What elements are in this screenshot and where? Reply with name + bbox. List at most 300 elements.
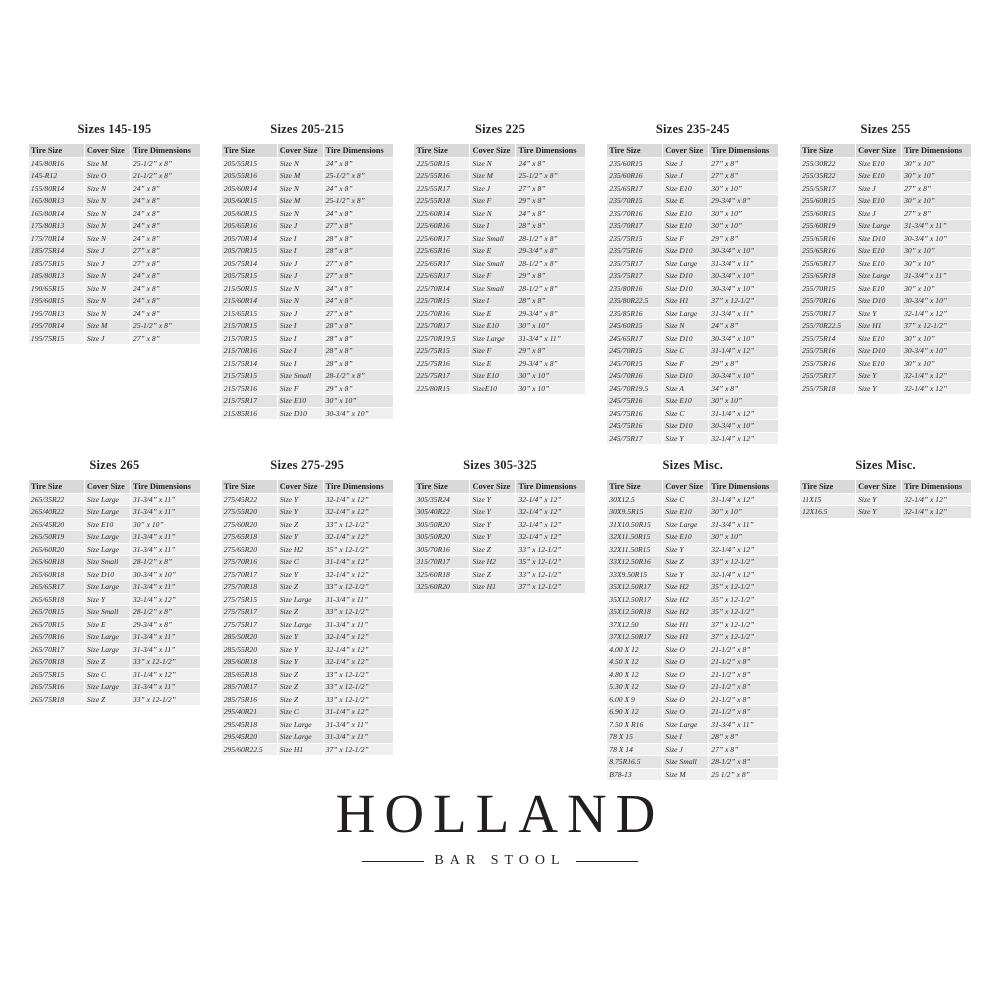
- table-row: [414, 232, 586, 244]
- cell-tire-dimensions: 29” x 8”: [323, 382, 393, 394]
- table-row: [221, 195, 393, 207]
- cell-cover-size: Size D10: [856, 345, 902, 357]
- cell-cover-size: Size N: [470, 158, 516, 170]
- cell-cover-size: Size Y: [277, 656, 323, 668]
- table-row: [28, 320, 200, 332]
- cell-cover-size: Size D10: [663, 420, 709, 432]
- cell-tire-dimensions: 32-1/4” x 12”: [323, 643, 393, 655]
- cell-cover-size: Size H1: [663, 631, 709, 643]
- cell-tire-size: 195/75R15: [28, 332, 84, 344]
- table-row: [414, 332, 586, 344]
- table-row: [221, 370, 393, 382]
- cell-tire-size: 215/85R16: [221, 407, 277, 419]
- table-row: [221, 345, 393, 357]
- cell-tire-dimensions: 31-3/4” x 11”: [130, 643, 200, 655]
- table-row: [607, 668, 779, 680]
- cell-tire-size: 215/75R14: [221, 357, 277, 369]
- cell-tire-size: 295/60R22.5: [221, 743, 277, 755]
- table-row: [607, 494, 779, 506]
- cell-cover-size: Size E: [470, 307, 516, 319]
- cell-tire-dimensions: 37” x 12-1/2”: [709, 295, 779, 307]
- table-row: [607, 506, 779, 518]
- table-row: [607, 170, 779, 182]
- cell-tire-dimensions: 31-3/4” x 11”: [323, 731, 393, 743]
- cell-tire-dimensions: 28-1/2” x 8”: [323, 370, 393, 382]
- cell-cover-size: Size N: [84, 232, 130, 244]
- cell-tire-size: 225/60R14: [414, 207, 470, 219]
- table-row: [800, 357, 972, 369]
- table-row: [607, 270, 779, 282]
- cell-cover-size: Size D10: [277, 407, 323, 419]
- table-row: [607, 531, 779, 543]
- cell-tire-size: 185/75R15: [28, 257, 84, 269]
- table-row: [607, 706, 779, 718]
- cell-tire-dimensions: 24” x 8”: [130, 282, 200, 294]
- cell-cover-size: Size E10: [856, 332, 902, 344]
- cell-tire-dimensions: 31-3/4” x 11”: [902, 270, 972, 282]
- cell-cover-size: Size F: [277, 382, 323, 394]
- table-header-row: [414, 144, 586, 158]
- cell-tire-size: 37X12.50: [607, 618, 663, 630]
- cell-tire-size: 245/70R15: [607, 345, 663, 357]
- cell-cover-size: Size N: [277, 282, 323, 294]
- cell-tire-dimensions: 30” x 10”: [709, 395, 779, 407]
- cell-tire-size: 265/65R18: [28, 593, 84, 605]
- table-row: [800, 257, 972, 269]
- cell-tire-size: 275/55R20: [221, 506, 277, 518]
- table-row: [221, 656, 393, 668]
- cell-tire-dimensions: 31-1/4” x 12”: [130, 668, 200, 680]
- cell-tire-dimensions: 24” x 8”: [130, 295, 200, 307]
- table-row: [221, 568, 393, 580]
- cell-cover-size: Size D10: [856, 232, 902, 244]
- cell-tire-size: 275/60R20: [221, 518, 277, 530]
- cell-tire-size: 275/75R15: [221, 593, 277, 605]
- logo-rule-left: [362, 861, 424, 862]
- table-row: [414, 182, 586, 194]
- cell-cover-size: Size M: [84, 158, 130, 170]
- cell-cover-size: Size C: [663, 345, 709, 357]
- table-block-2: [404, 122, 597, 395]
- cell-tire-dimensions: 33” x 12-1/2”: [323, 518, 393, 530]
- cell-tire-size: 32X11.50R15: [607, 543, 663, 555]
- cell-cover-size: Size Small: [84, 606, 130, 618]
- cell-tire-size: 225/70R16: [414, 307, 470, 319]
- cell-tire-size: 275/65R18: [221, 531, 277, 543]
- cell-tire-size: 225/65R17: [414, 257, 470, 269]
- cell-tire-size: 255/75R16: [800, 345, 856, 357]
- cell-tire-dimensions: 33” x 12-1/2”: [516, 543, 586, 555]
- table-row: [800, 207, 972, 219]
- cell-cover-size: Size Large: [470, 332, 516, 344]
- column-header-tire-size: Tire Size: [800, 480, 856, 494]
- cell-tire-dimensions: 30” x 10”: [709, 531, 779, 543]
- column-header-tire-size: Tire Size: [414, 144, 470, 158]
- cell-tire-dimensions: 25-1/2” x 8”: [130, 158, 200, 170]
- column-header-cover-size: Cover Size: [856, 144, 902, 158]
- table-title: Sizes Misc.: [855, 458, 916, 472]
- column-header-tire-size: Tire Size: [414, 480, 470, 494]
- table-header-row: [800, 480, 972, 494]
- cell-cover-size: Size Large: [84, 494, 130, 506]
- table-row: [414, 370, 586, 382]
- column-header-tire-dimensions: Tire Dimensions: [902, 480, 972, 494]
- cell-cover-size: Size H2: [663, 593, 709, 605]
- table-row: [607, 158, 779, 170]
- cell-tire-dimensions: 24” x 8”: [516, 158, 586, 170]
- brand-logo: [0, 783, 1000, 869]
- column-header-tire-size: Tire Size: [607, 480, 663, 494]
- cell-tire-dimensions: 31-3/4” x 11”: [130, 631, 200, 643]
- cell-tire-dimensions: 30” x 10”: [130, 518, 200, 530]
- table-row: [800, 158, 972, 170]
- cell-tire-dimensions: 30-3/4” x 10”: [709, 420, 779, 432]
- cell-cover-size: SizeE10: [470, 382, 516, 394]
- table-row: [800, 382, 972, 394]
- table-row: [607, 432, 779, 444]
- table-row: [607, 345, 779, 357]
- cell-tire-size: 225/65R16: [414, 245, 470, 257]
- cell-tire-dimensions: 30” x 10”: [516, 320, 586, 332]
- cell-tire-size: 265/50R19: [28, 531, 84, 543]
- cell-tire-dimensions: 30” x 10”: [323, 395, 393, 407]
- cell-cover-size: Size I: [277, 357, 323, 369]
- cell-tire-dimensions: 30” x 10”: [709, 220, 779, 232]
- cell-tire-dimensions: 24” x 8”: [323, 295, 393, 307]
- cell-cover-size: Size Y: [663, 543, 709, 555]
- cell-tire-dimensions: 30-3/4” x 10”: [130, 568, 200, 580]
- table-row: [414, 282, 586, 294]
- table-block-3: [596, 122, 789, 445]
- cell-cover-size: Size M: [277, 170, 323, 182]
- column-header-tire-dimensions: Tire Dimensions: [709, 480, 779, 494]
- table-body: [607, 158, 779, 445]
- cell-tire-dimensions: 21-1/2” x 8”: [709, 668, 779, 680]
- cell-tire-size: 285/60R18: [221, 656, 277, 668]
- cell-tire-size: 8.75R16.5: [607, 756, 663, 768]
- cell-tire-dimensions: 24” x 8”: [130, 207, 200, 219]
- logo-subtitle: BAR STOOL: [434, 853, 566, 868]
- table-row: [607, 556, 779, 568]
- cell-tire-dimensions: 30” x 10”: [902, 195, 972, 207]
- cell-tire-size: 215/75R16: [221, 382, 277, 394]
- table-title: Sizes 275-295: [270, 458, 345, 472]
- table-row: [28, 207, 200, 219]
- cell-cover-size: Size N: [277, 295, 323, 307]
- table-row: [414, 207, 586, 219]
- cell-tire-size: 235/80R16: [607, 282, 663, 294]
- table-row: [221, 407, 393, 419]
- cell-tire-size: 235/75R16: [607, 245, 663, 257]
- cell-cover-size: Size Z: [470, 568, 516, 580]
- table-block-9: [789, 458, 982, 519]
- table-row: [800, 332, 972, 344]
- cell-tire-size: 315/70R17: [414, 556, 470, 568]
- cell-cover-size: Size J: [856, 182, 902, 194]
- cell-tire-size: 205/75R15: [221, 270, 277, 282]
- size-table: [28, 479, 201, 706]
- table-row: [800, 220, 972, 232]
- cell-tire-dimensions: 29” x 8”: [516, 195, 586, 207]
- cell-cover-size: Size Z: [277, 681, 323, 693]
- column-header-tire-dimensions: Tire Dimensions: [516, 144, 586, 158]
- table-row: [607, 332, 779, 344]
- table-row: [221, 506, 393, 518]
- cell-tire-dimensions: 31-1/4” x 12”: [709, 407, 779, 419]
- table-row: [800, 494, 972, 506]
- cell-tire-dimensions: 30-3/4” x 10”: [709, 370, 779, 382]
- table-header-row: [28, 480, 200, 494]
- cell-tire-dimensions: 31-1/4” x 12”: [709, 494, 779, 506]
- cell-tire-size: 255/65R18: [800, 270, 856, 282]
- size-table: [221, 479, 394, 756]
- table-row: [28, 531, 200, 543]
- cell-tire-size: 275/70R18: [221, 581, 277, 593]
- cell-tire-size: 265/70R16: [28, 631, 84, 643]
- cell-cover-size: Size H1: [663, 618, 709, 630]
- cell-tire-dimensions: 28” x 8”: [516, 220, 586, 232]
- table-row: [607, 420, 779, 432]
- cell-cover-size: Size H1: [856, 320, 902, 332]
- table-row: [221, 593, 393, 605]
- cell-cover-size: Size N: [84, 282, 130, 294]
- cell-tire-dimensions: 28-1/2” x 8”: [709, 756, 779, 768]
- table-row: [800, 232, 972, 244]
- cell-tire-dimensions: 32-1/4” x 12”: [130, 593, 200, 605]
- cell-tire-size: 245/75R16: [607, 407, 663, 419]
- table-row: [414, 320, 586, 332]
- table-row: [607, 768, 779, 780]
- cell-tire-dimensions: 24” x 8”: [130, 182, 200, 194]
- table-title: Sizes 205-215: [270, 122, 345, 136]
- cell-cover-size: Size Y: [277, 531, 323, 543]
- cell-cover-size: Size H1: [663, 295, 709, 307]
- size-table: [413, 479, 586, 594]
- cell-tire-size: 265/40R22: [28, 506, 84, 518]
- cell-tire-dimensions: 30-3/4” x 10”: [323, 407, 393, 419]
- table-row: [221, 357, 393, 369]
- cell-tire-size: 145/80R16: [28, 158, 84, 170]
- table-block-0: [18, 122, 211, 345]
- cell-cover-size: Size Small: [84, 556, 130, 568]
- table-row: [800, 295, 972, 307]
- cell-tire-size: 235/70R16: [607, 207, 663, 219]
- table-row: [800, 195, 972, 207]
- cell-tire-size: 175/70R14: [28, 232, 84, 244]
- cell-cover-size: Size E10: [856, 257, 902, 269]
- cell-tire-dimensions: 37” x 12-1/2”: [323, 743, 393, 755]
- table-row: [28, 593, 200, 605]
- cell-tire-size: 215/70R16: [221, 345, 277, 357]
- cell-cover-size: Size J: [663, 743, 709, 755]
- cell-tire-dimensions: 32-1/4” x 12”: [323, 494, 393, 506]
- cell-tire-size: 265/70R18: [28, 656, 84, 668]
- cell-cover-size: Size N: [277, 182, 323, 194]
- cell-tire-size: 255/75R14: [800, 332, 856, 344]
- table-row: [607, 631, 779, 643]
- cell-tire-dimensions: 24” x 8”: [130, 220, 200, 232]
- cell-tire-dimensions: 31-3/4” x 11”: [130, 543, 200, 555]
- cell-tire-size: 195/70R13: [28, 307, 84, 319]
- table-row: [221, 681, 393, 693]
- cell-tire-dimensions: 32-1/4” x 12”: [902, 307, 972, 319]
- cell-tire-size: 275/75R17: [221, 618, 277, 630]
- cell-cover-size: Size E10: [663, 220, 709, 232]
- cell-cover-size: Size Small: [470, 257, 516, 269]
- table-row: [800, 370, 972, 382]
- cell-tire-size: 78 X 14: [607, 743, 663, 755]
- table-row: [221, 395, 393, 407]
- cell-cover-size: Size N: [277, 207, 323, 219]
- cell-tire-size: 295/45R20: [221, 731, 277, 743]
- cell-tire-size: 235/60R16: [607, 170, 663, 182]
- table-row: [800, 320, 972, 332]
- table-row: [414, 245, 586, 257]
- table-row: [414, 307, 586, 319]
- cell-tire-dimensions: 31-1/4” x 12”: [709, 345, 779, 357]
- cell-tire-dimensions: 31-3/4” x 11”: [516, 332, 586, 344]
- table-row: [28, 506, 200, 518]
- cell-cover-size: Size Z: [277, 693, 323, 705]
- table-row: [221, 743, 393, 755]
- cell-tire-size: 35X12.50R17: [607, 581, 663, 593]
- cell-cover-size: Size Large: [84, 506, 130, 518]
- cell-tire-size: 255/30R22: [800, 158, 856, 170]
- cell-tire-dimensions: 21-1/2” x 8”: [709, 693, 779, 705]
- cell-tire-size: 7.50 X R16: [607, 718, 663, 730]
- cell-cover-size: Size M: [84, 320, 130, 332]
- table-row: [607, 407, 779, 419]
- cell-tire-dimensions: 28” x 8”: [709, 731, 779, 743]
- cell-tire-size: 205/70R15: [221, 245, 277, 257]
- cell-cover-size: Size Y: [277, 568, 323, 580]
- column-header-tire-dimensions: Tire Dimensions: [130, 144, 200, 158]
- table-row: [607, 568, 779, 580]
- cell-cover-size: Size H2: [663, 606, 709, 618]
- cell-cover-size: Size Z: [84, 693, 130, 705]
- table-row: [28, 195, 200, 207]
- cell-tire-dimensions: 28” x 8”: [323, 232, 393, 244]
- size-table: [413, 143, 586, 395]
- table-row: [221, 270, 393, 282]
- cell-tire-dimensions: 25-1/2” x 8”: [516, 170, 586, 182]
- cell-tire-dimensions: 25-1/2” x 8”: [130, 320, 200, 332]
- cell-tire-size: 225/55R17: [414, 182, 470, 194]
- cell-tire-size: 35X12.50R18: [607, 606, 663, 618]
- table-row: [28, 643, 200, 655]
- table-row: [414, 270, 586, 282]
- cell-cover-size: Size E: [470, 357, 516, 369]
- table-title: Sizes 145-195: [77, 122, 152, 136]
- table-header-row: [800, 144, 972, 158]
- cell-tire-size: 255/55R17: [800, 182, 856, 194]
- table-row: [28, 220, 200, 232]
- cell-tire-dimensions: 27” x 8”: [323, 220, 393, 232]
- table-row: [221, 170, 393, 182]
- table-title: Sizes 305-325: [463, 458, 537, 472]
- cell-tire-size: 31X10.50R15: [607, 518, 663, 530]
- cell-cover-size: Size O: [663, 643, 709, 655]
- cell-tire-size: 225/70R14: [414, 282, 470, 294]
- cell-tire-size: 235/60R15: [607, 158, 663, 170]
- cell-cover-size: Size O: [663, 693, 709, 705]
- cell-tire-size: 265/60R20: [28, 543, 84, 555]
- cell-cover-size: Size J: [84, 245, 130, 257]
- cell-tire-dimensions: 27” x 8”: [709, 170, 779, 182]
- cell-cover-size: Size E: [84, 618, 130, 630]
- cell-tire-size: 245/75R16: [607, 420, 663, 432]
- cell-tire-size: 32X11.50R15: [607, 531, 663, 543]
- cell-tire-dimensions: 31-3/4” x 11”: [130, 681, 200, 693]
- cell-tire-size: 255/75R17: [800, 370, 856, 382]
- table-row: [414, 568, 586, 580]
- cell-cover-size: Size O: [663, 668, 709, 680]
- cell-tire-size: 155/80R14: [28, 182, 84, 194]
- cell-cover-size: Size N: [84, 307, 130, 319]
- cell-tire-dimensions: 33” x 12-1/2”: [323, 681, 393, 693]
- cell-cover-size: Size Z: [277, 668, 323, 680]
- cell-tire-dimensions: 25-1/2” x 8”: [323, 195, 393, 207]
- cell-cover-size: Size Y: [663, 568, 709, 580]
- cell-tire-dimensions: 32-1/4” x 12”: [902, 370, 972, 382]
- table-row: [28, 257, 200, 269]
- cell-tire-dimensions: 27” x 8”: [130, 257, 200, 269]
- cell-cover-size: Size D10: [663, 245, 709, 257]
- cell-tire-dimensions: 31-3/4” x 11”: [709, 257, 779, 269]
- cell-cover-size: Size Z: [470, 543, 516, 555]
- cell-cover-size: Size N: [470, 207, 516, 219]
- cell-cover-size: Size M: [277, 195, 323, 207]
- cell-tire-size: 215/65R15: [221, 307, 277, 319]
- cell-tire-dimensions: 30” x 10”: [902, 257, 972, 269]
- column-header-tire-dimensions: Tire Dimensions: [516, 480, 586, 494]
- cell-tire-size: 305/40R22: [414, 506, 470, 518]
- table-row: [221, 618, 393, 630]
- cell-tire-dimensions: 21-1/2” x 8”: [709, 706, 779, 718]
- table-row: [800, 506, 972, 518]
- table-row: [607, 357, 779, 369]
- table-block-6: [211, 458, 404, 756]
- cell-cover-size: Size E10: [84, 518, 130, 530]
- cell-tire-size: 185/75R14: [28, 245, 84, 257]
- cell-tire-size: 195/70R14: [28, 320, 84, 332]
- cell-cover-size: Size E10: [856, 357, 902, 369]
- cell-tire-dimensions: 32-1/4” x 12”: [902, 494, 972, 506]
- table-row: [221, 718, 393, 730]
- cell-tire-dimensions: 25-1/2” x 8”: [323, 170, 393, 182]
- cell-cover-size: Size F: [470, 345, 516, 357]
- cell-tire-size: 235/80R22.5: [607, 295, 663, 307]
- table-block-1: [211, 122, 404, 420]
- cell-tire-size: 275/70R17: [221, 568, 277, 580]
- cell-tire-size: 245/75R16: [607, 395, 663, 407]
- table-row: [607, 295, 779, 307]
- cell-tire-dimensions: 29” x 8”: [516, 270, 586, 282]
- table-row: [221, 307, 393, 319]
- cell-tire-size: 165/80R14: [28, 207, 84, 219]
- cell-tire-dimensions: 32-1/4” x 12”: [516, 506, 586, 518]
- cell-tire-dimensions: 29-3/4” x 8”: [516, 357, 586, 369]
- column-header-tire-size: Tire Size: [607, 144, 663, 158]
- cell-tire-dimensions: 32-1/4” x 12”: [323, 656, 393, 668]
- cell-tire-dimensions: 24” x 8”: [323, 158, 393, 170]
- cell-tire-size: 255/65R16: [800, 232, 856, 244]
- cell-tire-size: 225/60R17: [414, 232, 470, 244]
- cell-tire-size: 190/65R15: [28, 282, 84, 294]
- cell-tire-size: 265/45R20: [28, 518, 84, 530]
- table-row: [221, 320, 393, 332]
- cell-tire-size: 255/65R17: [800, 257, 856, 269]
